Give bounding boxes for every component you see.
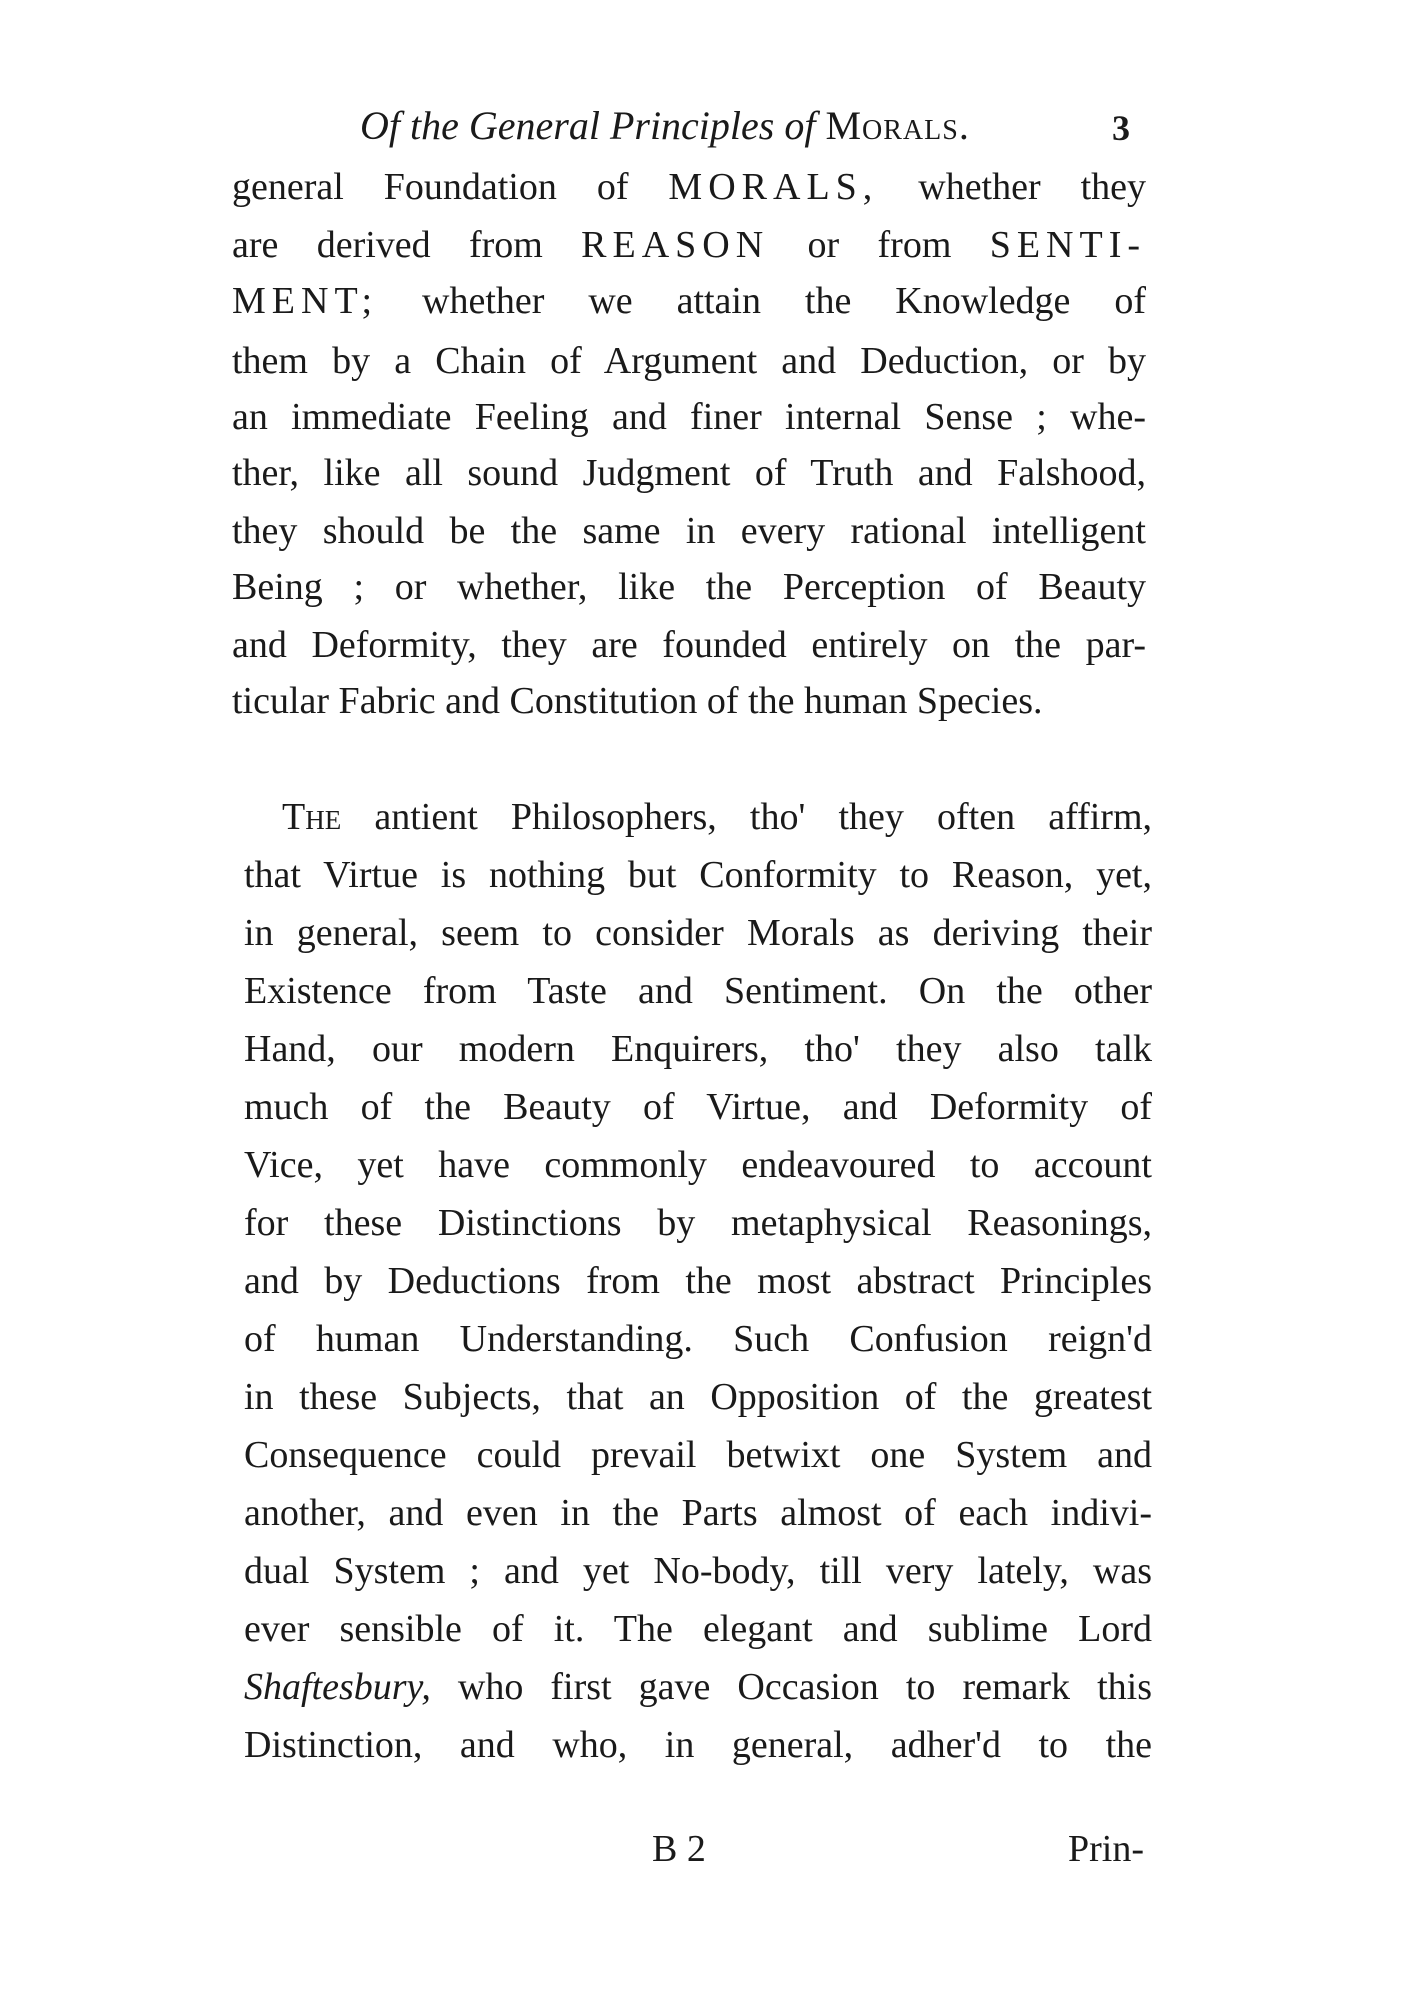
text-line: an immediate Feeling and finer internal Sense ; whe-	[232, 396, 1146, 438]
page-number: 3	[1112, 108, 1130, 148]
text-line: another, and even in the Parts almost of each indivi-	[244, 1492, 1152, 1534]
text-line: and Deformity, they are founded entirely on the par-	[232, 624, 1146, 666]
text-line: Shaftesbury, who first gave Occasion to remark this	[244, 1666, 1152, 1708]
text-line: general Foundation of MORALS, whether they	[232, 166, 1146, 208]
signature-mark: B 2	[652, 1828, 706, 1870]
catchword: Prin-	[1068, 1828, 1144, 1870]
running-head-subject: Morals.	[825, 103, 970, 148]
text-line: ticular Fabric and Constitution of the human Species.	[232, 680, 1043, 722]
running-head-title: Of the General Principles of	[360, 103, 816, 148]
text-line: Consequence could prevail betwixt one System and	[244, 1434, 1152, 1476]
text-line: them by a Chain of Argument and Deduction, or by	[232, 340, 1146, 382]
text-line: that Virtue is nothing but Conformity to Reason, yet,	[244, 854, 1152, 896]
text-line: Existence from Taste and Sentiment. On the other	[244, 970, 1152, 1012]
text-line: MENT; whether we attain the Knowledge of	[232, 280, 1146, 322]
text-line: ther, like all sound Judgment of Truth and Falshood,	[232, 452, 1146, 494]
text-line: ever sensible of it. The elegant and sublime Lord	[244, 1608, 1152, 1650]
proper-name: Shaftesbury,	[244, 1666, 431, 1708]
text-line: Vice, yet have commonly endeavoured to account	[244, 1144, 1152, 1186]
text-line: Being ; or whether, like the Perception of Beauty	[232, 566, 1146, 608]
text-line: much of the Beauty of Virtue, and Deformity of	[244, 1086, 1152, 1128]
text-line: Hand, our modern Enquirers, tho' they also talk	[244, 1028, 1152, 1070]
text-line: of human Understanding. Such Confusion reign'd	[244, 1318, 1152, 1360]
text-line: The antient Philosophers, tho' they often affirm,	[282, 796, 1152, 838]
text-line: in general, seem to consider Morals as deriving their	[244, 912, 1152, 954]
text-line: are derived from REASON or from SENTI-	[232, 224, 1146, 266]
text-line: dual System ; and yet No-body, till very lately, was	[244, 1550, 1152, 1592]
text-line: for these Distinctions by metaphysical Reasonings,	[244, 1202, 1152, 1244]
running-head	[360, 96, 1160, 156]
text-line: and by Deductions from the most abstract Principles	[244, 1260, 1152, 1302]
paragraph-lead: The	[282, 796, 342, 838]
text-line: in these Subjects, that an Opposition of the greatest	[244, 1376, 1152, 1418]
text-line: they should be the same in every rational intelligent	[232, 510, 1146, 552]
text-line: Distinction, and who, in general, adher'd to the	[244, 1724, 1152, 1766]
